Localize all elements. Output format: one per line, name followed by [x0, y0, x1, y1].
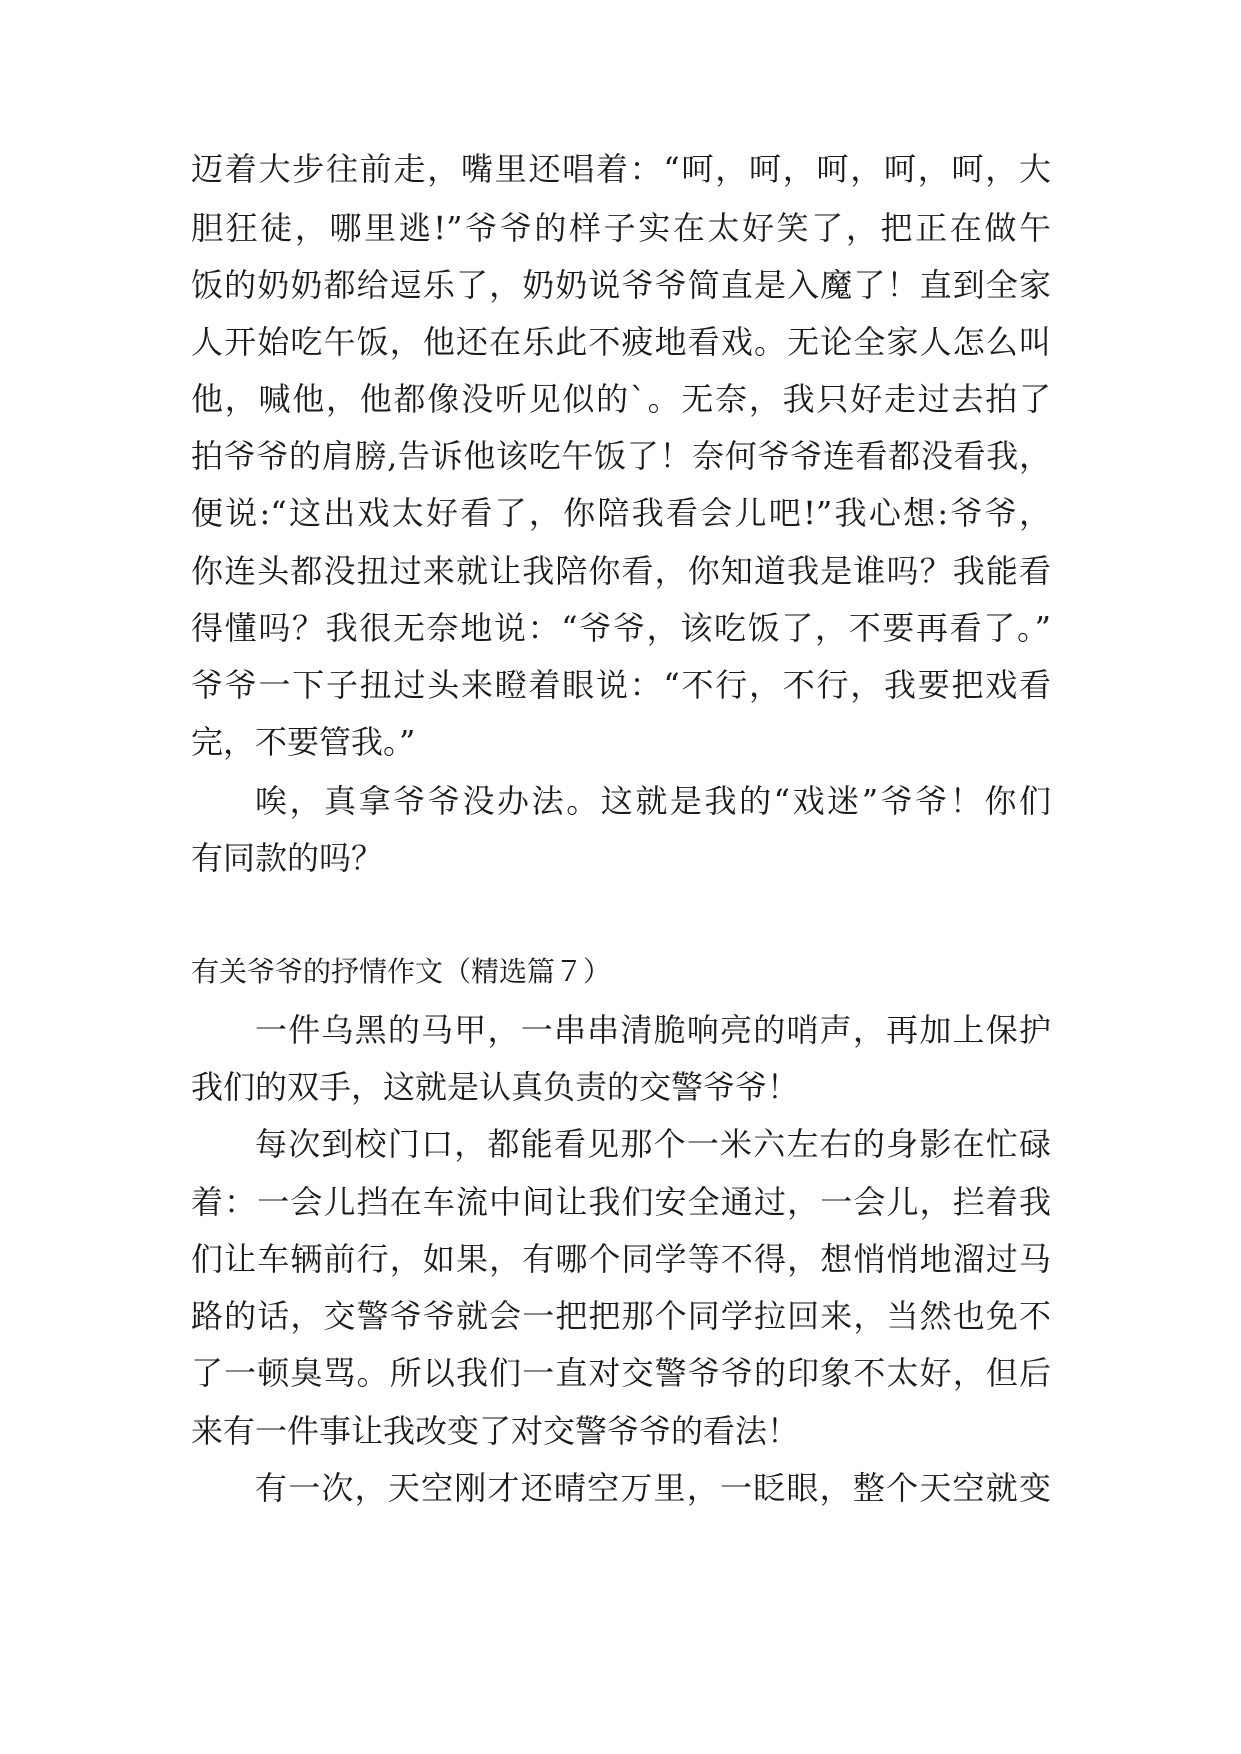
section-paragraph-2-line-1: 每次到校门口，都能看见那个一米六左右的身影在忙碌 [255, 1125, 1051, 1163]
paragraph-2-line-1: 唉，真拿爷爷没办法。这就是我的“戏迷”爷爷！你们 [255, 782, 1051, 820]
paragraph-1-line-5: 他，喊他，他都像没听见似的`。无奈，我只好走过去拍了 [191, 380, 1051, 418]
paragraph-1-line-11: 完，不要管我。” [191, 723, 416, 761]
paragraph-1-line-7: 便说:“这出戏太好看了，你陪我看会儿吧!”我心想:爷爷， [191, 494, 1051, 532]
section-paragraph-3-line-1: 有一次，天空刚才还晴空万里，一眨眼，整个天空就变 [255, 1469, 1051, 1507]
section-paragraph-2-line-3: 们让车辆前行，如果，有哪个同学等不得，想悄悄地溜过马 [191, 1240, 1051, 1278]
section-paragraph-2-line-6: 来有一件事让我改变了对交警爷爷的看法！ [191, 1412, 800, 1450]
paragraph-1-line-1: 迈着大步往前走，嘴里还唱着：“呵，呵，呵，呵，呵，大 [191, 150, 1051, 188]
paragraph-1-line-9: 得懂吗？我很无奈地说：“爷爷，该吃饭了，不要再看了。” [191, 609, 1051, 647]
paragraph-1-line-10: 爷爷一下子扭过头来瞪着眼说：“不行，不行，我要把戏看 [191, 666, 1051, 704]
paragraph-1-line-3: 饭的奶奶都给逗乐了，奶奶说爷爷简直是入魔了！直到全家 [191, 266, 1051, 304]
paragraph-1-line-8: 你连头都没扭过来就让我陪你看，你知道我是谁吗？我能看 [191, 552, 1051, 590]
paragraph-1-line-2: 胆狂徒，哪里逃!”爷爷的样子实在太好笑了，把正在做午 [191, 209, 1051, 247]
section-paragraph-1-line-1: 一件乌黑的马甲，一串串清脆响亮的哨声，再加上保护 [255, 1011, 1051, 1049]
section-paragraph-2-line-2: 着：一会儿挡在车流中间让我们安全通过，一会儿，拦着我 [191, 1183, 1051, 1221]
paragraph-1-line-6: 拍爷爷的肩膀,告诉他该吃午饭了！奈何爷爷连看都没看我， [191, 437, 1051, 475]
section-paragraph-2-line-5: 了一顿臭骂。所以我们一直对交警爷爷的印象不太好，但后 [191, 1354, 1051, 1392]
section-title: 有关爷爷的抒情作文（精选篇７） [191, 955, 612, 988]
section-paragraph-2-line-4: 路的话，交警爷爷就会一把把那个同学拉回来，当然也免不 [191, 1297, 1051, 1335]
section-paragraph-1-line-2: 我们的双手，这就是认真负责的交警爷爷！ [191, 1068, 800, 1106]
paragraph-2-line-2: 有同款的吗？ [191, 839, 384, 877]
paragraph-1-line-4: 人开始吃午饭，他还在乐此不疲地看戏。无论全家人怎么叫 [191, 323, 1051, 361]
